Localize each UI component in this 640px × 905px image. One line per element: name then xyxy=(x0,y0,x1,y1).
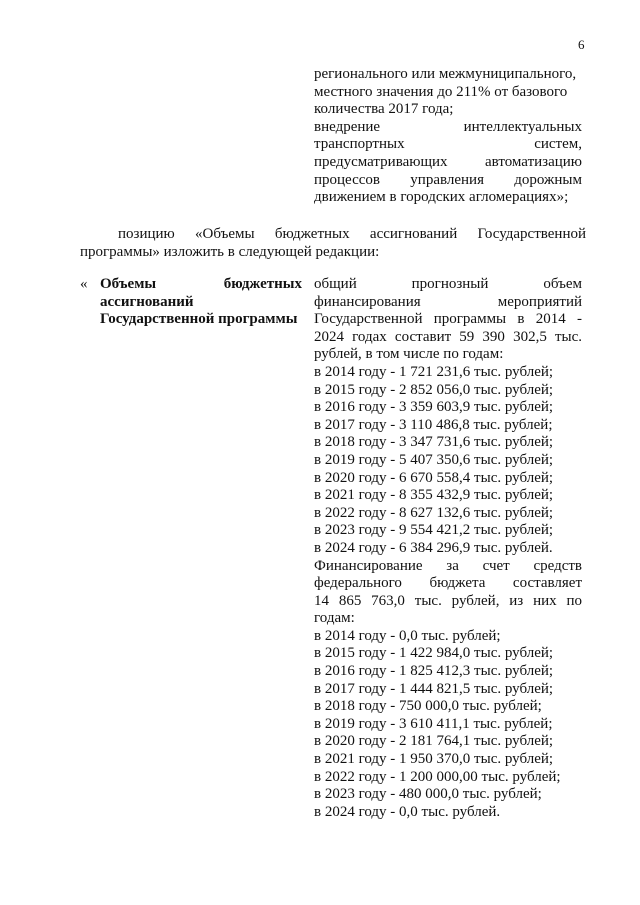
federal-year-item: в 2022 году - 1 200 000,00 тыс. рублей; xyxy=(314,768,561,785)
top-text-line: регионального или межмуниципального, xyxy=(314,66,577,82)
total-financing-intro xyxy=(314,276,582,364)
label-line-3: Государственной программы xyxy=(100,311,298,328)
total-year-item: в 2016 году - 3 359 603,9 тыс. рублей; xyxy=(314,399,554,416)
intro-line: рублей, в том числе по годам: xyxy=(314,346,504,363)
table-value-cell xyxy=(314,276,582,821)
federal-financing-intro xyxy=(314,558,582,628)
federal-year-item: в 2021 году - 1 950 370,0 тыс. рублей; xyxy=(314,751,554,768)
total-year-item: в 2024 году - 6 384 296,9 тыс. рублей. xyxy=(314,539,553,556)
federal-year-item: в 2017 году - 1 444 821,5 тыс. рублей; xyxy=(314,680,554,697)
total-year-item: в 2017 году - 3 110 486,8 тыс. рублей; xyxy=(314,416,553,433)
position-paragraph xyxy=(80,226,586,261)
federal-by-year-list xyxy=(314,628,582,822)
federal-year-item: в 2016 году - 1 825 412,3 тыс. рублей; xyxy=(314,663,554,680)
federal-intro-line: 14 865 763,0 тыс. рублей, из них по xyxy=(314,592,582,609)
total-by-year-list xyxy=(314,364,582,558)
intro-line: общий прогнозный объем xyxy=(314,276,582,292)
top-text-line: транспортных систем, xyxy=(314,136,582,153)
top-text-block xyxy=(314,66,582,207)
federal-year-item: в 2024 году - 0,0 тыс. рублей. xyxy=(314,803,501,820)
federal-year-item: в 2023 году - 480 000,0 тыс. рублей; xyxy=(314,786,542,803)
federal-intro-line: федерального бюджета составляет xyxy=(314,575,582,592)
federal-intro-line: Финансирование за счет средств xyxy=(314,557,582,574)
table-label-cell xyxy=(80,276,302,329)
open-quote: « xyxy=(80,276,88,292)
total-year-item: в 2015 году - 2 852 056,0 тыс. рублей; xyxy=(314,381,554,398)
top-text-line: внедрение интеллектуальных xyxy=(314,118,582,135)
total-year-item: в 2018 году - 3 347 731,6 тыс. рублей; xyxy=(314,434,554,451)
federal-year-item: в 2015 году - 1 422 984,0 тыс. рублей; xyxy=(314,645,554,662)
total-year-item: в 2022 году - 8 627 132,6 тыс. рублей; xyxy=(314,504,554,521)
total-year-item: в 2021 году - 8 355 432,9 тыс. рублей; xyxy=(314,487,554,504)
paragraph-line-1: позицию «Объемы бюджетных ассигнований Государственной xyxy=(118,226,586,242)
federal-intro-line: годам: xyxy=(314,610,355,627)
top-text-line: местного значения до 211% от базового xyxy=(314,83,568,100)
intro-line: Государственной программы в 2014 - xyxy=(314,311,582,328)
page-number: 6 xyxy=(578,37,585,52)
total-year-item: в 2019 году - 5 407 350,6 тыс. рублей; xyxy=(314,451,554,468)
paragraph-line-2: программы» изложить в следующей редакции: xyxy=(80,243,380,260)
top-text-line: количества 2017 года; xyxy=(314,101,454,118)
total-year-item: в 2014 году - 1 721 231,6 тыс. рублей; xyxy=(314,363,554,380)
intro-line: финансирования мероприятий xyxy=(314,293,582,310)
top-text-line: процессов управления дорожным xyxy=(314,171,582,188)
federal-year-item: в 2018 году - 750 000,0 тыс. рублей; xyxy=(314,698,542,715)
label-line-1: Объемы бюджетных xyxy=(100,276,302,292)
federal-year-item: в 2014 году - 0,0 тыс. рублей; xyxy=(314,627,501,644)
intro-line: 2024 годах составит 59 390 302,5 тыс. xyxy=(314,328,582,345)
top-text-line: предусматривающих автоматизацию xyxy=(314,153,582,170)
label-line-2: ассигнований xyxy=(100,293,194,310)
total-year-item: в 2023 году - 9 554 421,2 тыс. рублей; xyxy=(314,522,554,539)
federal-year-item: в 2020 году - 2 181 764,1 тыс. рублей; xyxy=(314,733,554,750)
top-text-line: движением в городских агломерациях»; xyxy=(314,189,569,206)
total-year-item: в 2020 году - 6 670 558,4 тыс. рублей; xyxy=(314,469,554,486)
federal-year-item: в 2019 году - 3 610 411,1 тыс. рублей; xyxy=(314,715,553,732)
